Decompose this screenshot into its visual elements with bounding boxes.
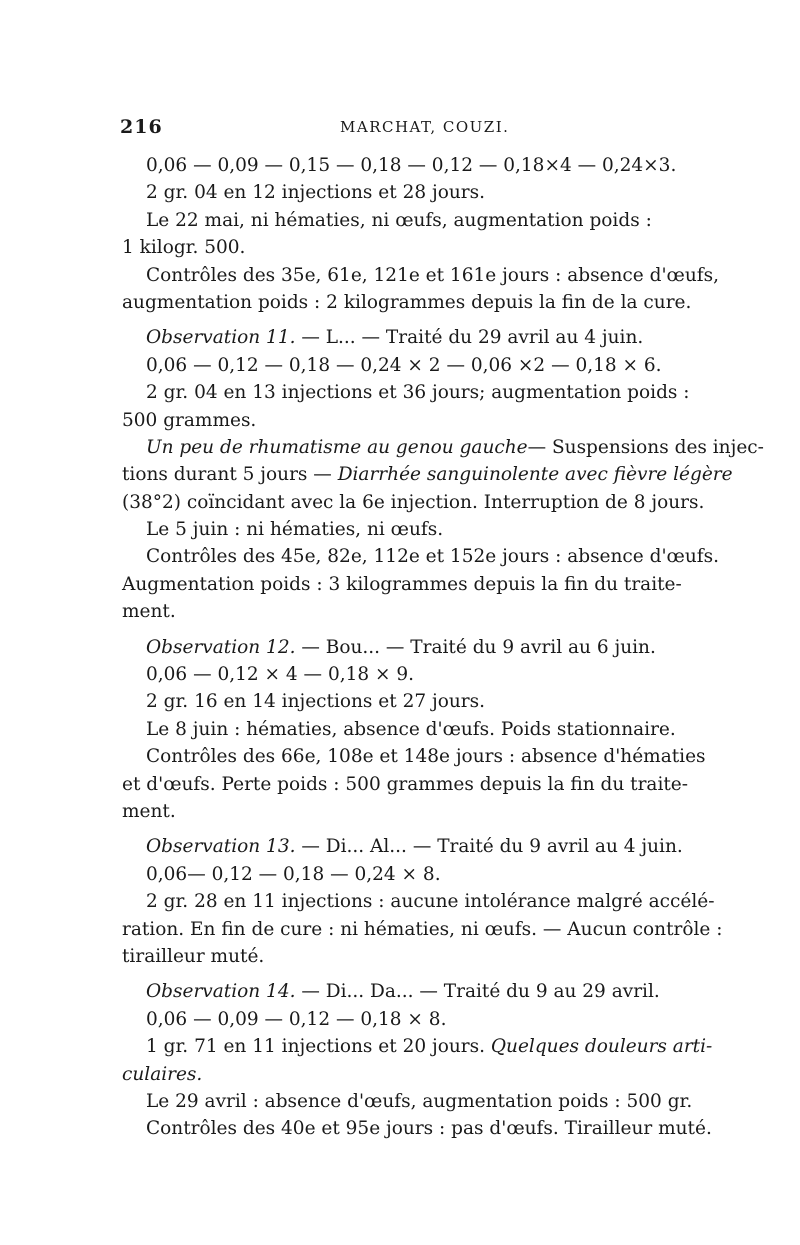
text-line: ration. En fin de cure : ni hématies, ni œufs. — Aucun contrôle : [122,918,723,940]
text-line: 0,06— 0,12 — 0,18 — 0,24 × 8. [146,863,441,885]
text-line: 2 gr. 04 en 12 injections et 28 jours. [146,182,485,204]
observation-title: Observation 14. [146,981,296,1003]
text-line: culaires. [122,1063,203,1085]
page-header [120,116,690,146]
running-head: MARCHAT, COUZI. [340,118,510,136]
text-line: ment. [122,601,176,623]
text-line: Le 29 avril : absence d'œufs, augmentation poids : 500 gr. [146,1090,693,1112]
page-number: 216 [120,116,163,138]
text-line: 2 gr. 16 en 14 injections et 27 jours. [146,691,485,713]
observation-title: Observation 13. [146,836,296,858]
body-text [122,152,764,1143]
text-line: 0,06 — 0,12 — 0,18 — 0,24 × 2 — 0,06 ×2 — 0,18 × 6. [146,354,662,376]
observation-title: Observation 11. [146,327,296,349]
text-line: Le 22 mai, ni hématies, ni œufs, augmentation poids : [146,209,652,231]
text-line: 0,06 — 0,09 — 0,15 — 0,18 — 0,12 — 0,18×4 — 0,24×3. [146,155,677,176]
text-line: 1 gr. 71 en 11 injections et 20 jours. Quelques douleurs arti- [146,1036,713,1058]
text-line: 1 kilogr. 500. [122,237,246,259]
text-line: Augmentation poids : 3 kilogrammes depuis la fin du traite- [122,573,682,595]
text-line: Le 8 juin : hématies, absence d'œufs. Poids stationnaire. [146,718,676,740]
text-line: augmentation poids : 2 kilogrammes depuis la fin de la cure. [122,291,692,313]
text-line: et d'œufs. Perte poids : 500 grammes depuis la fin du traite- [122,773,689,795]
text-line: 2 gr. 04 en 13 injections et 36 jours; augmentation poids : [146,382,690,404]
text-line: Contrôles des 35e, 61e, 121e et 161e jours : absence d'œufs, [146,264,719,286]
observation-heading: Observation 12. — Bou... — Traité du 9 avril au 6 juin. [146,636,656,658]
text-line: Contrôles des 45e, 82e, 112e et 152e jours : absence d'œufs. [146,546,719,568]
text-line: Un peu de rhumatisme au genou gauche— Suspensions des injec- [146,436,764,458]
text-line: 2 gr. 28 en 11 injections : aucune intolérance malgré accélé- [146,891,715,913]
text-line: ment. [122,800,176,822]
text-line: 0,06 — 0,12 × 4 — 0,18 × 9. [146,664,415,686]
text-line: tions durant 5 jours — Diarrhée sanguinolente avec fièvre légère [122,464,733,486]
text-line: (38°2) coïncidant avec la 6e injection. Interruption de 8 jours. [122,491,705,513]
text-line: Contrôles des 40e et 95e jours : pas d'œufs. Tirailleur muté. [146,1118,712,1140]
observation-title: Observation 12. [146,636,296,658]
observation-heading: Observation 14. — Di... Da... — Traité du 9 au 29 avril. [146,981,660,1003]
text-line: Le 5 juin : ni hématies, ni œufs. [146,519,444,541]
observation-heading: Observation 11. — L... — Traité du 29 avril au 4 juin. [146,327,644,349]
text-line: 0,06 — 0,09 — 0,12 — 0,18 × 8. [146,1008,447,1030]
observation-heading: Observation 13. — Di... Al... — Traité du 9 avril au 4 juin. [146,836,683,858]
text-line: 500 grammes. [122,409,257,431]
text-line: Contrôles des 66e, 108e et 148e jours : absence d'hématies [146,746,706,768]
text-line: tirailleur muté. [122,945,265,967]
